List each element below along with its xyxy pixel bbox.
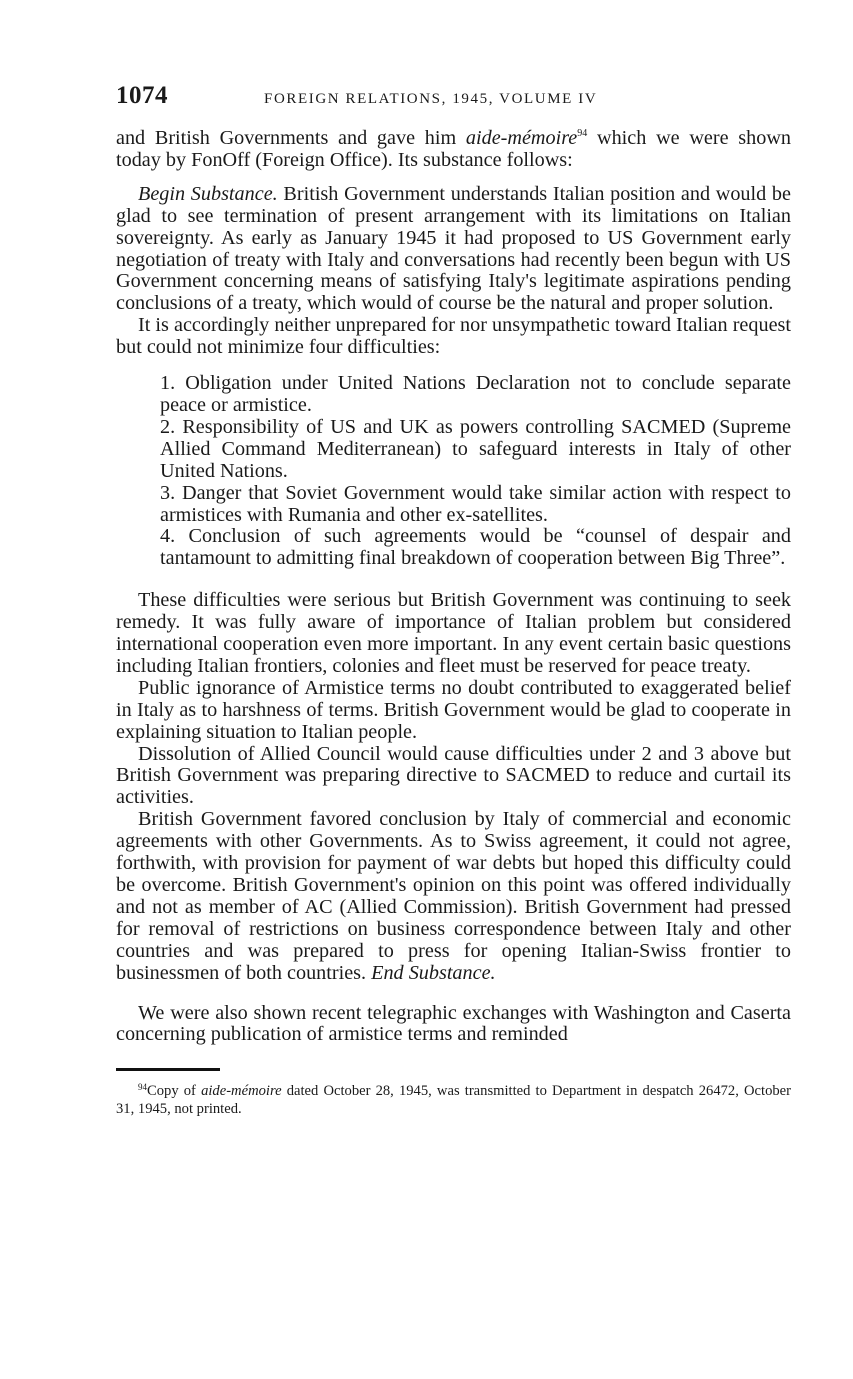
list-item: 2. Responsibility of US and UK as powers controlling SACMED (Supreme Allied Command Mediterranean) to safeguard interests in Italy of other United Nations. [160, 415, 791, 482]
paragraph-8: We were also shown recent telegraphic exchanges with Washington and Caserta concerning publication of armistice terms and reminded [116, 1001, 791, 1046]
page-number: 1074 [116, 82, 168, 109]
footnote: $^{94}$Copy of aide-mémoire dated October 28, 1945, was transmitted to Department in despatch 26472, October 31, 1945, not printed. [116, 1082, 792, 1118]
list-item: 1. Obligation under United Nations Declaration not to conclude separate peace or armistice. [160, 372, 791, 416]
list-item: 4. Conclusion of such agreements would be “counsel of despair and tantamount to admitting final breakdown of cooperation between Big Three”. [160, 525, 791, 570]
running-title: FOREIGN RELATIONS, 1945, VOLUME IV [264, 91, 598, 107]
paragraph-1: and British Governments and gave him aide-mémoire$^{94}$ which we were shown today by FonOff (Foreign Office). Its substance follows: [116, 127, 791, 171]
document-page [116, 82, 791, 1118]
footnote-ref: 94 [577, 128, 588, 139]
end-substance: End Substance. [371, 961, 496, 984]
list-item: 3. Danger that Soviet Government would take similar action with respect to armistices with Rumania and other ex-satellites. [160, 481, 791, 526]
paragraph-6: Dissolution of Allied Council would cause difficulties under 2 and 3 above but British Government was preparing directive to SACMED to reduce and curtail its activities. [116, 742, 791, 809]
running-head [116, 82, 791, 116]
footnote-marker: 94 [138, 1082, 147, 1093]
paragraph-4: These difficulties were serious but British Government was continuing to seek remedy. It was fully aware of importance of Italian problem but considered international cooperation even more important. In any event certain basic questions including Italian frontiers, colonies and fleet must be reserved for peace treaty. [116, 589, 791, 677]
aide-memoire-term: aide-mémoire [465, 127, 578, 149]
difficulties-list [160, 373, 791, 570]
begin-substance: Begin Substance. [138, 182, 278, 205]
paragraph-3: It is accordingly neither unprepared for nor unsympathetic toward Italian request but could not minimize four difficulties: [116, 314, 791, 359]
body-text [116, 128, 791, 1046]
paragraph-2: Begin Substance. British Government understands Italian position and would be glad to see termination of present arrangement with its limitations on Italian sovereignty. As early as January 1945 it had proposed to US Government early negotiation of treaty with Italy and conversations had recently been begun with US Government concerning means of satisfying Italy's legitimate aspirations pending conclusions of a treaty, which would of course be the natural and proper solution. [116, 182, 791, 315]
paragraph-7: British Government favored conclusion by Italy of commercial and economic agreements with other Governments. As to Swiss agreement, it could not agree, forthwith, with provision for payment of war debts but hoped this difficulty could be overcome. British Government's opinion on this point was offered individually and not as member of AC (Allied Commission). British Government had pressed for removal of restrictions on business correspondence between Italy and other countries and was prepared to press for opening Italian-Swiss frontier to businessmen of both countries. End Substance. [116, 808, 791, 984]
paragraph-5: Public ignorance of Armistice terms no doubt contributed to exaggerated belief in Italy as to harshness of terms. British Government would be glad to cooperate in explaining situation to Italian people. [116, 676, 791, 743]
footnote-divider [116, 1068, 220, 1071]
